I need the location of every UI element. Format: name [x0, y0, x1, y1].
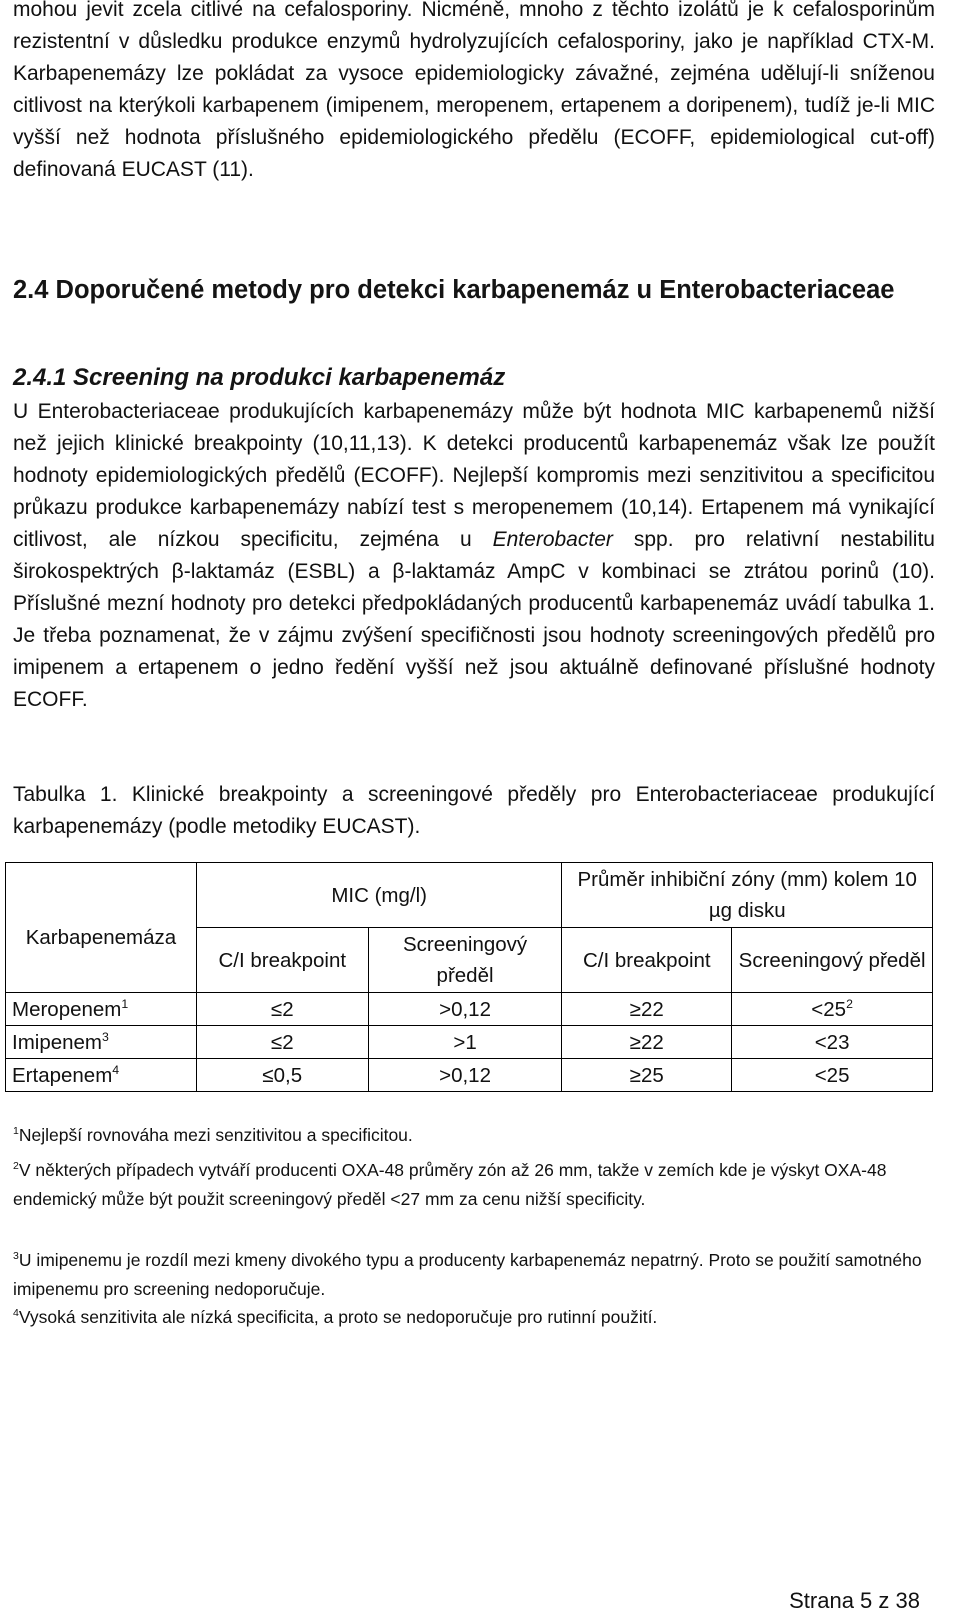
- zone-screening-sup: 2: [846, 996, 853, 1011]
- row-name-sup: 1: [121, 996, 129, 1011]
- intro-paragraph: mohou jevit zcela citlivé na cefalosporiny. Nicméně, mnoho z těchto izolátů je k cefalosporinům rezistentní v důsledku produkce enzymů hydrolyzujících cefalosporiny, jako je například CTX-M. Karbapenemázy lze pokládat za vysoce epidemiologicky závažné, zejména udělují-li sníženou citlivost na kterýkoli karbapenem (imipenem, meropenem, ertapenem a doripenem), tudíž je-li MIC vyšší než hodnota příslušného epidemiologického předělu (ECOFF, epidemiological cut-off) definovaná EUCAST (11).: [13, 0, 935, 181]
- row-name: Imipenem: [12, 1030, 103, 1054]
- section-body-paragraph: [13, 396, 935, 716]
- header-mic-breakpoint: C/I breakpoint: [196, 928, 368, 993]
- mic-breakpoint-cell: ≤2: [196, 993, 368, 1026]
- zone-screening-cell: [732, 1026, 933, 1059]
- footnote-2: [13, 1156, 935, 1214]
- zone-breakpoint-cell: ≥22: [562, 993, 732, 1026]
- mic-screening-cell: >1: [368, 1026, 562, 1059]
- subsection-heading: 2.4.1 Screening na produkci karbapenemáz: [13, 364, 506, 391]
- footnote-1: [13, 1121, 935, 1150]
- footnote-text: U imipenemu je rozdíl mezi kmeny divokého typu a producenty karbapenemáz nepatrný. Proto se použití samotného imipenemu pro screening nedoporučuje.: [13, 1250, 922, 1299]
- footnote-number: 1: [13, 1125, 19, 1138]
- zone-screening-cell: [732, 993, 933, 1026]
- footnote-3: [13, 1246, 935, 1304]
- table-row: [6, 993, 933, 1026]
- header-zone-group: Průměr inhibiční zóny (mm) kolem 10 µg disku: [562, 863, 933, 928]
- header-mic-group: MIC (mg/l): [196, 863, 562, 928]
- table-header-row-1: [6, 863, 933, 928]
- zone-breakpoint-cell: ≥22: [562, 1026, 732, 1059]
- table-row: [6, 1026, 933, 1059]
- table-row: [6, 1059, 933, 1092]
- zone-screening-cell: [732, 1059, 933, 1092]
- page-number: Strana 5 z 38: [789, 1588, 920, 1613]
- table-caption: Tabulka 1. Klinické breakpointy a screeningové předěly pro Enterobacteriaceae produkující karbapenemázy (podle metodiky EUCAST).: [13, 783, 935, 838]
- footnote-4: [13, 1303, 935, 1332]
- zone-screening-value: <25: [811, 997, 847, 1021]
- row-name-cell: [6, 1059, 197, 1092]
- zone-screening-value: <25: [814, 1063, 850, 1087]
- section-heading: 2.4 Doporučené metody pro detekci karbapenemáz u Enterobacteriaceae: [13, 276, 895, 304]
- breakpoint-table: [5, 862, 933, 1092]
- mic-screening-cell: >0,12: [368, 1059, 562, 1092]
- footnote-text: Vysoká senzitivita ale nízká specificita, a proto se nedoporučuje pro rutinní použití.: [18, 1307, 658, 1327]
- mic-breakpoint-cell: ≤2: [196, 1026, 368, 1059]
- footnote-text: Nejlepší rovnováha mezi senzitivitou a specificitou.: [18, 1125, 413, 1145]
- zone-screening-value: <23: [814, 1030, 850, 1054]
- row-name: Meropenem: [12, 997, 122, 1021]
- footnote-number: 3: [13, 1250, 19, 1263]
- footnote-text: V některých případech vytváří producenti OXA-48 průměry zón až 26 mm, takže v zemích kde je výskyt OXA-48 endemický může být použit screeningový předěl <27 mm za cenu nižší specificity.: [13, 1160, 887, 1209]
- header-zone-breakpoint: C/I breakpoint: [562, 928, 732, 993]
- row-name-cell: [6, 993, 197, 1026]
- header-mic-screening: Screeningový předěl: [368, 928, 562, 993]
- row-name-cell: [6, 1026, 197, 1059]
- footnote-number: 4: [13, 1307, 19, 1320]
- row-name-sup: 4: [112, 1062, 120, 1077]
- body-text-part2: spp. pro relativní nestabilitu širokospektrých β-laktamáz (ESBL) a β-laktamáz AmpC v kombinaci se ztrátou porinů (10). Příslušné mezní hodnoty pro detekci předpokládaných producentů karbapenemáz uvádí tabulka 1. Je třeba poznamenat, že v zájmu zvýšení specifičnosti jsou hodnoty screeningových předělů pro imipenem a ertapenem o jedno ředění vyšší než jsou aktuálně definované příslušné hodnoty ECOFF.: [13, 528, 935, 711]
- row-name: Ertapenem: [12, 1063, 113, 1087]
- header-karbapenemaza: Karbapenemáza: [6, 863, 197, 993]
- zone-breakpoint-cell: ≥25: [562, 1059, 732, 1092]
- header-zone-screening: Screeningový předěl: [732, 928, 933, 993]
- footnote-number: 2: [13, 1160, 19, 1173]
- body-text-part1: U Enterobacteriaceae produkujících karbapenemázy může být hodnota MIC karbapenemů nižší než jejich klinické breakpointy (10,11,13). K detekci producentů karbapenemáz však lze použít hodnoty epidemiologických předělů (ECOFF). Nejlepší kompromis mezi senzitivitou a specificitou průkazu produkce karbapenemázy nabízí test s meropenemem (10,14). Ertapenem má vynikající citlivost, ale nízkou specificitu, zejména u: [13, 400, 935, 551]
- row-name-sup: 3: [102, 1029, 109, 1044]
- mic-screening-cell: >0,12: [368, 993, 562, 1026]
- mic-breakpoint-cell: ≤0,5: [196, 1059, 368, 1092]
- body-italic-genus: Enterobacter: [492, 528, 613, 551]
